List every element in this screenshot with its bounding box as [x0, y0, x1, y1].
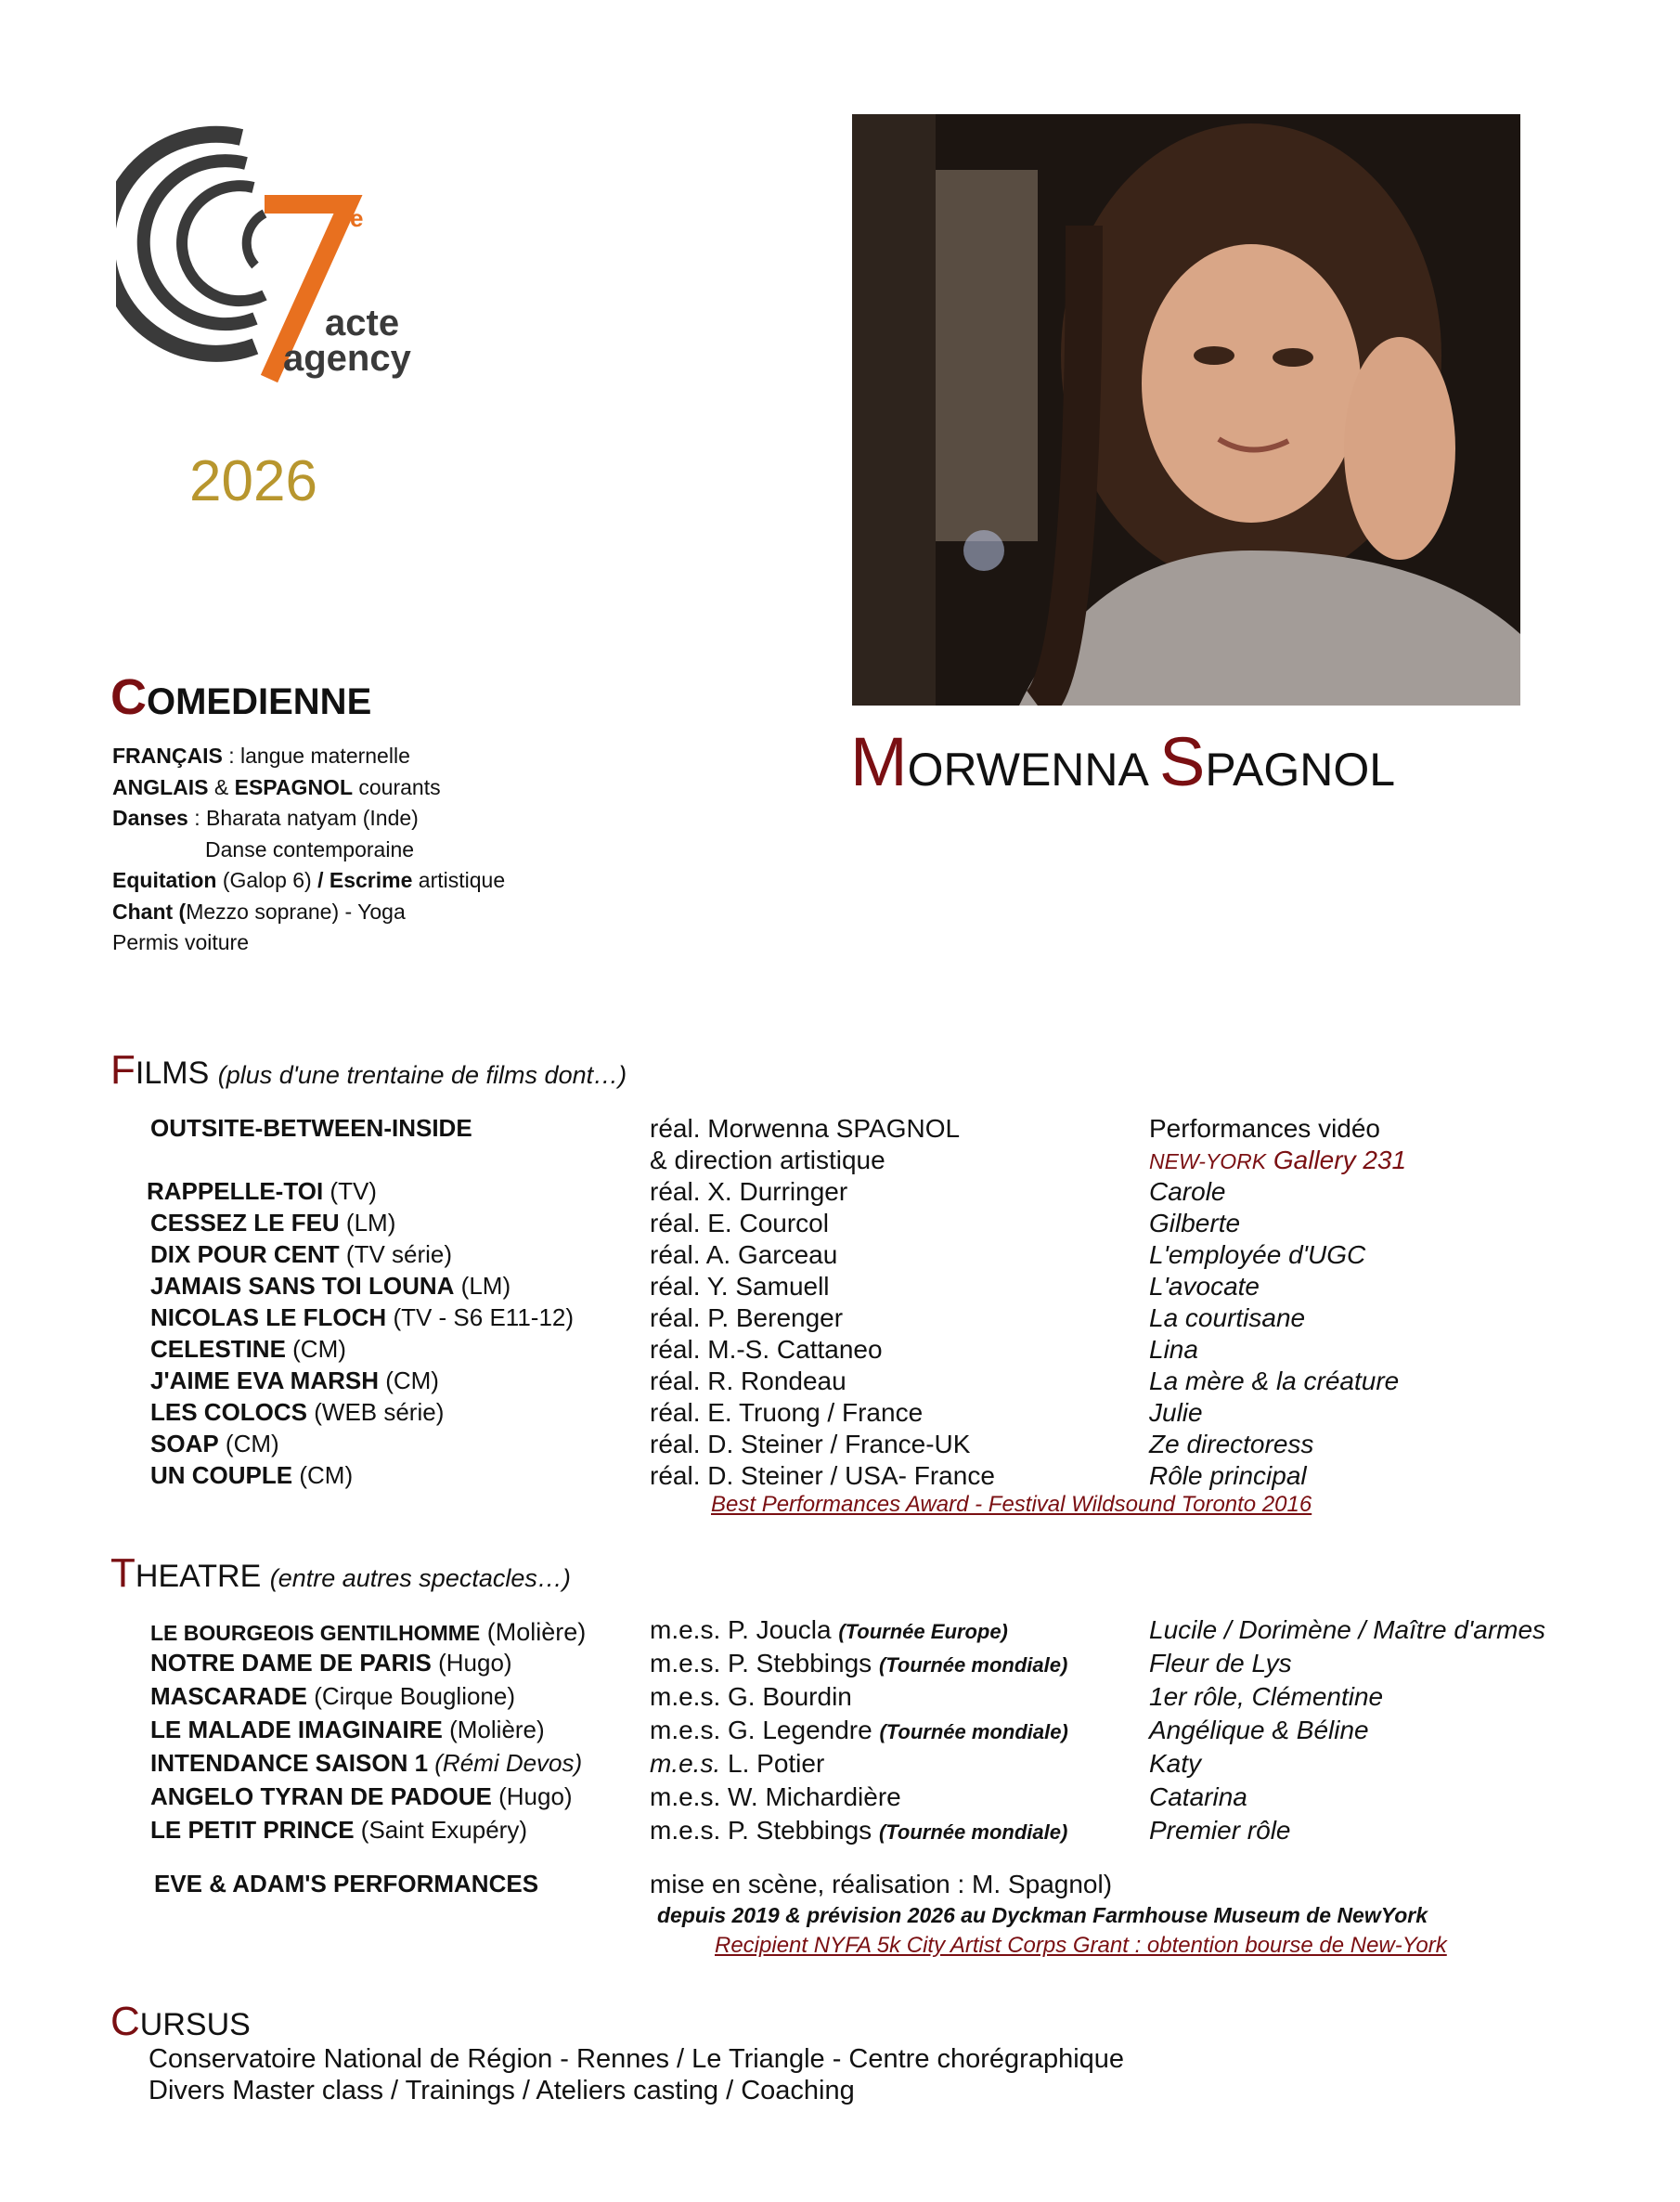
theatre-row: MASCARADE (Cirque Bouglione) m.e.s. G. Bourdin 1er rôle, Clémentine: [150, 1682, 1384, 1711]
film-venue: NEW-YORK Gallery 231: [1149, 1146, 1407, 1174]
agency-logo: [116, 119, 422, 397]
name-last-rest: PAGNOL: [1205, 744, 1396, 796]
actress-portrait-photo-icon: [852, 114, 1520, 706]
skill-line: Danses : Bharata natyam (Inde): [112, 806, 419, 830]
film-role: Performances vidéo: [1149, 1114, 1381, 1143]
theatre-row: INTENDANCE SAISON 1 (Rémi Devos) m.e.s. L. Potier Katy: [150, 1749, 1202, 1778]
eve-adam-note: depuis 2019 & prévision 2026 au Dyckman Farmhouse Museum de NewYork: [657, 1903, 1428, 1927]
film-row: SOAP (CM) réal. D. Steiner / France-UK Ze directoress: [150, 1430, 1314, 1458]
film-row: RAPPELLE-TOI (TV) réal. X. Durringer Carole: [147, 1177, 1226, 1206]
theatre-row: LE MALADE IMAGINAIRE (Molière) m.e.s. G. Legendre (Tournée mondiale) Angélique & Béline: [150, 1716, 1369, 1744]
name-first-rest: ORWENNA: [907, 744, 1147, 796]
theatre-subtitle: (entre autres spectacles…): [269, 1564, 571, 1592]
logo-superscript: e: [350, 204, 364, 232]
skill-line: Chant (Mezzo soprane) - Yoga: [112, 899, 406, 924]
theatre-row: LE PETIT PRINCE (Saint Exupéry) m.e.s. P. Stebbings (Tournée mondiale) Premier rôle: [150, 1816, 1291, 1845]
films-section-title: FILMS (plus d'une trentaine de films dont…): [110, 1047, 627, 1093]
film-row: LES COLOCS (WEB série) réal. E. Truong / France Julie: [150, 1398, 1203, 1427]
profession-title: [110, 668, 371, 726]
film-row: DIX POUR CENT (TV série) réal. A. Garceau L'employée d'UGC: [150, 1240, 1366, 1269]
film-row-outsite-2: [0, 1146, 1680, 1177]
theatre-row: NOTRE DAME DE PARIS (Hugo) m.e.s. P. Stebbings (Tournée mondiale) Fleur de Lys: [150, 1649, 1292, 1677]
agency-year: 2026: [189, 449, 317, 513]
film-row: CESSEZ LE FEU (LM) réal. E. Courcol Gilberte: [150, 1209, 1241, 1237]
eve-adam-mes: mise en scène, réalisation : M. Spagnol): [650, 1870, 1113, 1898]
name-first-initial: M: [850, 723, 908, 800]
skills-list: [112, 741, 505, 959]
theatre-row: ANGELO TYRAN DE PADOUE (Hugo) m.e.s. W. Michardière Catarina: [150, 1782, 1247, 1811]
skill-line: Permis voiture: [112, 930, 249, 954]
cursus-line: Divers Master class / Trainings / Ateliers casting / Coaching: [149, 2076, 855, 2105]
skill-line: FRANÇAIS : langue maternelle: [112, 744, 410, 768]
name-last-initial: S: [1159, 723, 1206, 800]
logo-text-acte: acte: [325, 303, 400, 343]
profession-initial: C: [110, 669, 147, 725]
films-subtitle: (plus d'une trentaine de films dont…): [217, 1061, 627, 1089]
film-director-2: & direction artistique: [650, 1146, 885, 1174]
cursus-line: Conservatoire National de Région - Rennes / Le Triangle - Centre chorégraphique: [149, 2044, 1125, 2074]
eve-adam-title: EVE & ADAM'S PERFORMANCES: [154, 1870, 539, 1898]
film-title: OUTSITE-BETWEEN-INSIDE: [150, 1114, 472, 1142]
portrait-photo: [852, 114, 1520, 706]
actor-name: [850, 722, 1395, 801]
skill-line: Equitation (Galop 6) / Escrime artistique: [112, 868, 506, 892]
film-row: JAMAIS SANS TOI LOUNA (LM) réal. Y. Samuell L'avocate: [150, 1272, 1260, 1301]
eve-adam-grant: Recipient NYFA 5k City Artist Corps Grant : obtention bourse de New-York: [715, 1933, 1447, 1958]
film-row-outsite: [0, 1114, 1680, 1146]
film-row: UN COUPLE (CM) réal. D. Steiner / USA- France Rôle principal: [150, 1461, 1307, 1490]
film-row: NICOLAS LE FLOCH (TV - S6 E11-12) réal. P. Berenger La courtisane: [150, 1303, 1306, 1332]
skill-line: Danse contemporaine: [205, 836, 415, 861]
profession-rest: OMEDIENNE: [147, 681, 372, 722]
film-director: réal. Morwenna SPAGNOL: [650, 1114, 961, 1143]
theatre-section-title: THEATRE (entre autres spectacles…): [110, 1550, 571, 1596]
film-row: J'AIME EVA MARSH (CM) réal. R. Rondeau La mère & la créature: [150, 1367, 1400, 1395]
eve-adam-row: [0, 1870, 1680, 1901]
film-award: Best Performances Award - Festival Wildsound Toronto 2016: [711, 1492, 1312, 1517]
skill-line: ANGLAIS & ESPAGNOL courants: [112, 774, 441, 799]
theatre-row: LE BOURGEOIS GENTILHOMME (Molière) m.e.s. P. Joucla (Tournée Europe) Lucile / Dorimène / Maître d'armes: [150, 1615, 1546, 1646]
cursus-section-title: CURSUS: [110, 1999, 251, 2044]
film-row: CELESTINE (CM) réal. M.-S. Cattaneo Lina: [150, 1335, 1198, 1364]
logo-text-agency: agency: [283, 338, 411, 379]
